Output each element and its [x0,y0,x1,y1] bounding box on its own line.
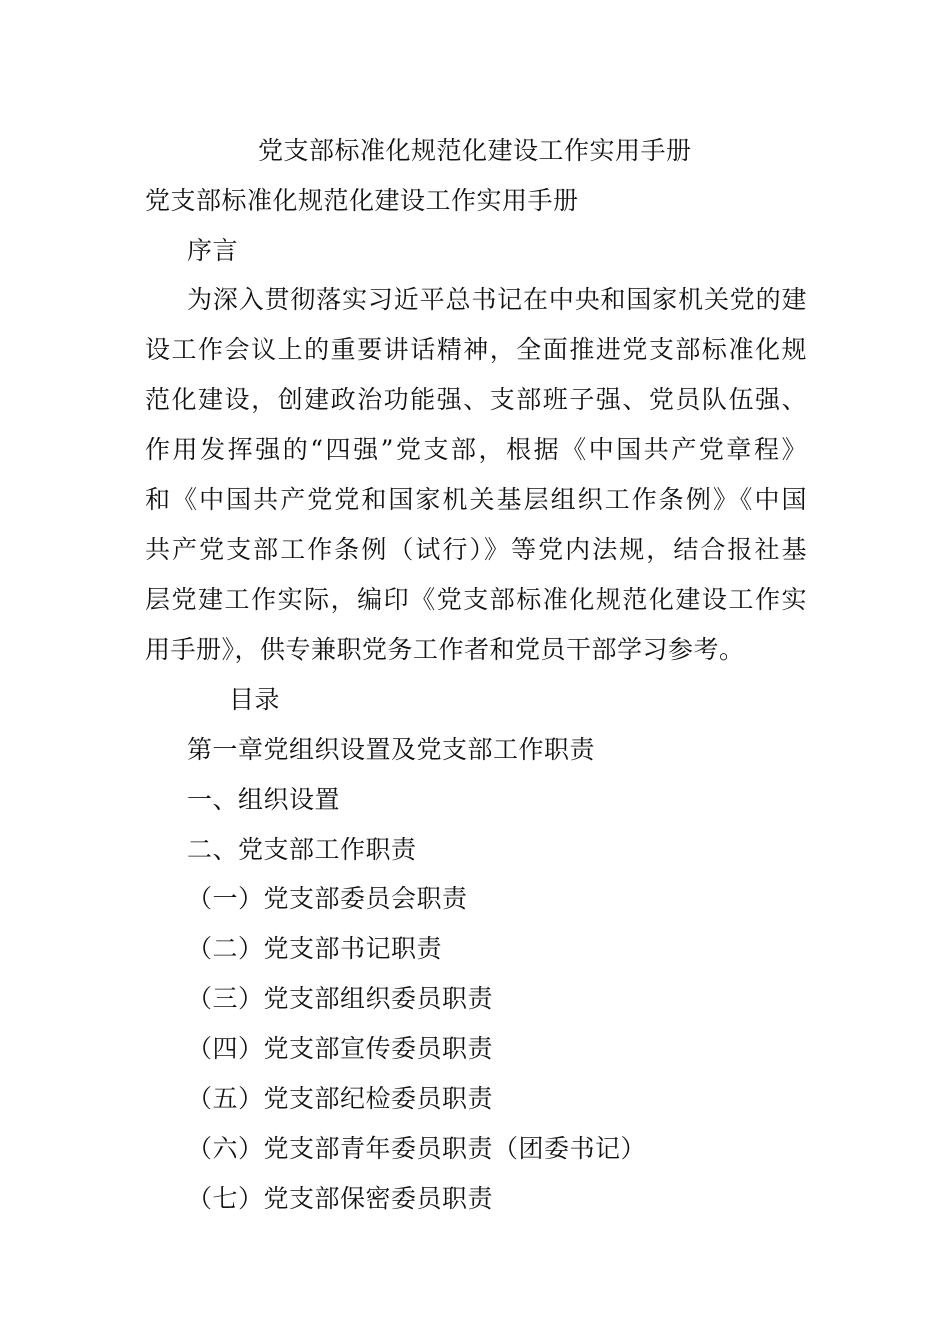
toc-item-2: （二）党支部书记职责 [187,934,443,963]
toc-item-1: （一）党支部委员会职责 [187,884,468,913]
toc-item-3: （三）党支部组织委员职责 [187,984,494,1013]
main-title: 党支部标准化规范化建设工作实用手册 [145,186,579,215]
preface-line-6: 共产党支部工作条例（试行）》等党内法规，结合报社基 [145,535,807,564]
toc-item-4: （四）党支部宣传委员职责 [187,1034,494,1063]
preface-line-4: 作用发挥强的“四强”党支部，根据《中国共产党章程》 [145,435,807,464]
preface-heading: 序言 [187,236,239,265]
preface-line-1: 为深入贯彻落实习近平总书记在中央和国家机关党的建 [187,285,807,314]
preface-line-2: 设工作会议上的重要讲话精神，全面推进党支部标准化规 [145,335,807,364]
toc-chapter-1: 第一章党组织设置及党支部工作职责 [187,735,596,764]
toc-item-7: （七）党支部保密委员职责 [187,1184,494,1213]
preface-line-3: 范化建设，创建政治功能强、支部班子强、党员队伍强、 [145,385,807,414]
toc-item-6: （六）党支部青年委员职责（团委书记） [187,1134,647,1163]
preface-line-7: 层党建工作实际，编印《党支部标准化规范化建设工作实 [145,585,807,614]
preface-line-8: 用手册》，供专兼职党务工作者和党员干部学习参考。 [145,635,745,664]
header-title: 党支部标准化规范化建设工作实用手册 [258,136,692,165]
preface-line-5: 和《中国共产党党和国家机关基层组织工作条例》《中国 [145,485,807,514]
toc-heading: 目录 [229,685,281,714]
toc-item-5: （五）党支部纪检委员职责 [187,1084,494,1113]
toc-section-1: 一、组织设置 [187,785,341,814]
toc-section-2: 二、党支部工作职责 [187,835,417,864]
